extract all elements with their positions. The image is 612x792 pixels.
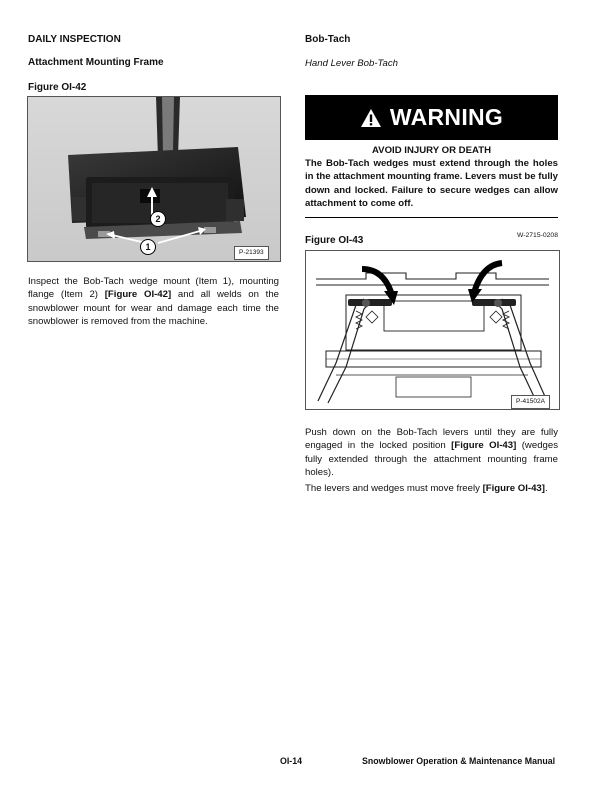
inspection-text-part2: and all welds on the snowblower mount for wear and damage each time the snowblower is removed from the machine. (28, 289, 279, 328)
manual-title: Snowblower Operation & Maintenance Manual (362, 756, 556, 766)
figure-ref-oi-43-a: [Figure OI-43] (451, 440, 517, 452)
push-levers-paragraph (305, 426, 558, 480)
push-levers-text-part2: (wedges fully extended through the attachment mounting frame holes). (305, 440, 558, 479)
callout-1: 1 (140, 239, 156, 255)
figure-ref-oi-43-b: [Figure OI-43] (482, 483, 545, 494)
subsection-title-attachment-mounting-frame: Attachment Mounting Frame (28, 57, 164, 68)
figure-caption-oi-43: Figure OI-43 (305, 235, 364, 246)
snowblower-mount-photo (28, 97, 280, 261)
push-levers-text-part1: Push down on the Bob-Tach levers until they are fully engaged in the locked position (305, 427, 558, 452)
callout-2: 2 (150, 211, 166, 227)
warning-triangle-icon (360, 108, 382, 128)
move-freely-paragraph (305, 482, 558, 495)
figure-ref-oi-42: [Figure OI-42] (104, 289, 172, 301)
warning-banner (305, 95, 558, 140)
section-title-daily-inspection: DAILY INSPECTION (28, 34, 121, 45)
figure-oi-43-drawing (305, 250, 560, 410)
section-title-bob-tach: Bob-Tach (305, 34, 351, 45)
page-number: OI-14 (280, 756, 303, 766)
inspection-paragraph (28, 275, 279, 329)
figure-code-p-41502a: P-41502A (511, 395, 550, 409)
move-freely-text-part1: The levers and wedges must move freely (305, 483, 483, 494)
warning-code: W-2715-0208 (516, 232, 558, 239)
subtitle-hand-lever-bob-tach: Hand Lever Bob-Tach (305, 58, 398, 69)
figure-caption-oi-42: Figure OI-42 (28, 82, 87, 93)
move-freely-text-part2: . (544, 483, 548, 494)
figure-oi-42-photo (27, 96, 281, 262)
warning-divider (305, 217, 558, 218)
bob-tach-levers-drawing (306, 251, 559, 409)
warning-body: The Bob-Tach wedges must extend through the holes in the attachment mounting frame. Levers must be fully down and locked. Failure to secure wedges can allow attachment to come off. (305, 158, 558, 210)
warning-headline: AVOID INJURY OR DEATH (371, 145, 492, 156)
inspection-text-part1: Inspect the Bob-Tach wedge mount (Item 1), mounting flange (Item 2) (28, 276, 279, 301)
warning-banner-text: WARNING (389, 104, 504, 130)
figure-code-p-21393: P-21393 (234, 246, 269, 260)
